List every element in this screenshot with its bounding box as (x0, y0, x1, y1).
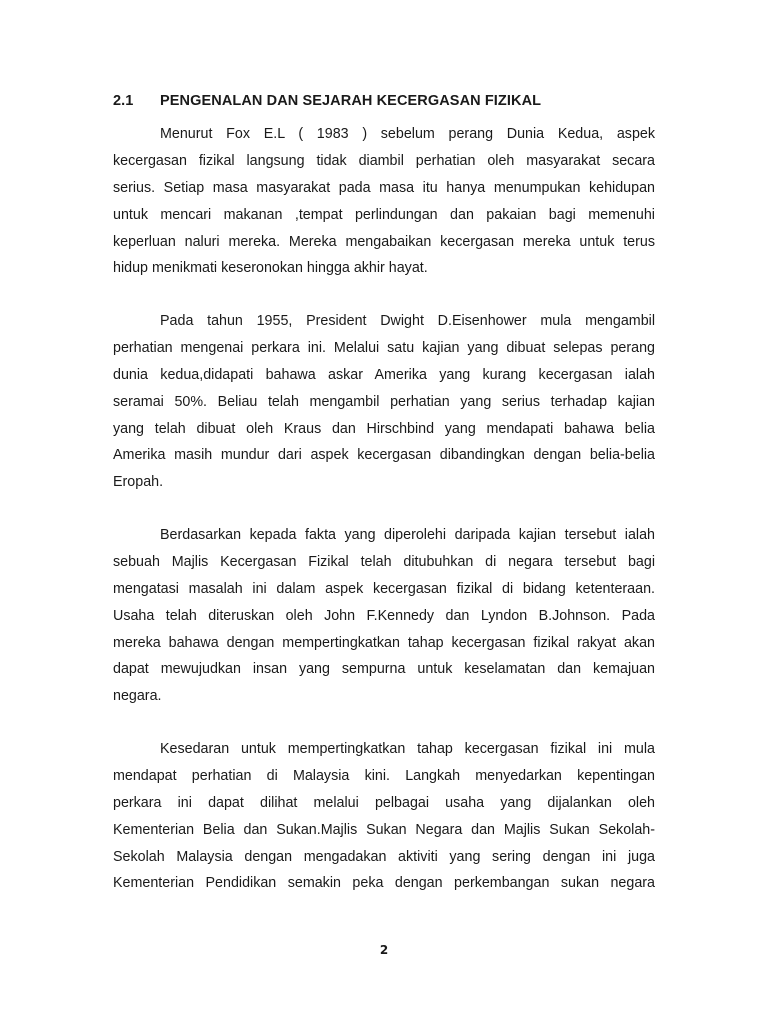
paragraph-4 (113, 736, 655, 897)
paragraph-line: serius. Setiap masa masyarakat pada masa itu hanya menumpukan kehidupan (113, 179, 655, 196)
paragraph-line: seramai 50%. Beliau telah mengambil perhatian yang serius terhadap kajian (113, 393, 655, 410)
paragraph-line: Kementerian Belia dan Sukan.Majlis Sukan Negara dan Majlis Sukan Sekolah- (113, 821, 655, 838)
paragraph-line: untuk mencari makanan ,tempat perlindungan dan pakaian bagi memenuhi (113, 206, 655, 223)
paragraph-line: kecergasan fizikal langsung tidak diambil perhatian oleh masyarakat secara (113, 152, 655, 169)
paragraph-line: sebuah Majlis Kecergasan Fizikal telah ditubuhkan di negara tersebut bagi (113, 553, 655, 570)
paragraph-line: mengatasi masalah ini dalam aspek kecergasan fizikal di bidang ketenteraan. (113, 580, 655, 597)
paragraph-line: yang telah dibuat oleh Kraus dan Hirschbind yang mendapati bahawa belia (113, 420, 655, 437)
paragraph-line: Amerika masih mundur dari aspek kecergasan dibandingkan dengan belia-belia (113, 447, 655, 464)
paragraph-line: hidup menikmati keseronokan hingga akhir hayat. (113, 260, 428, 277)
section-number: 2.1 (113, 93, 134, 109)
paragraph-line: Eropah. (113, 474, 164, 491)
paragraph-line: perhatian mengenai perkara ini. Melalui satu kajian yang dibuat selepas perang (113, 339, 655, 356)
paragraph-line: dapat mewujudkan insan yang sempurna untuk keselamatan dan kemajuan (113, 661, 655, 678)
paragraph-line: dunia kedua,didapati bahawa askar Amerika yang kurang kecergasan ialah (113, 366, 655, 383)
paragraph-line: Kementerian Pendidikan semakin peka dengan perkembangan sukan negara (113, 875, 655, 892)
paragraph-line: Pada tahun 1955, President Dwight D.Eisenhower mula mengambil (160, 313, 655, 329)
paragraph-line: mereka bahawa dengan mempertingkatkan tahap kecergasan fizikal rakyat akan (113, 634, 655, 651)
paragraph-line: Kesedaran untuk mempertingkatkan tahap kecergasan fizikal ini mula (160, 741, 655, 757)
paragraph-1 (113, 121, 655, 282)
paragraph-3 (113, 522, 655, 710)
page-number: 2 (379, 943, 389, 957)
paragraph-line: Usaha telah diteruskan oleh John F.Kennedy dan Lyndon B.Johnson. Pada (113, 607, 655, 624)
section-heading (113, 93, 541, 109)
paragraph-line: perkara ini dapat dilihat melalui pelbagai usaha yang dijalankan oleh (113, 794, 655, 811)
paragraph-line: keperluan naluri mereka. Mereka mengabaikan kecergasan mereka untuk terus (113, 233, 655, 250)
paragraph-2 (113, 308, 655, 496)
paragraph-line: Berdasarkan kepada fakta yang diperolehi daripada kajian tersebut ialah (160, 527, 655, 543)
paragraph-line: mendapat perhatian di Malaysia kini. Langkah menyedarkan kepentingan (113, 767, 655, 784)
paragraph-line: Menurut Fox E.L ( 1983 ) sebelum perang Dunia Kedua, aspek (160, 126, 655, 142)
section-title: PENGENALAN DAN SEJARAH KECERGASAN FIZIKAL (160, 93, 542, 109)
paragraph-line: negara. (113, 688, 162, 705)
paragraph-line: Sekolah Malaysia dengan mengadakan aktiviti yang sering dengan ini juga (113, 848, 655, 865)
